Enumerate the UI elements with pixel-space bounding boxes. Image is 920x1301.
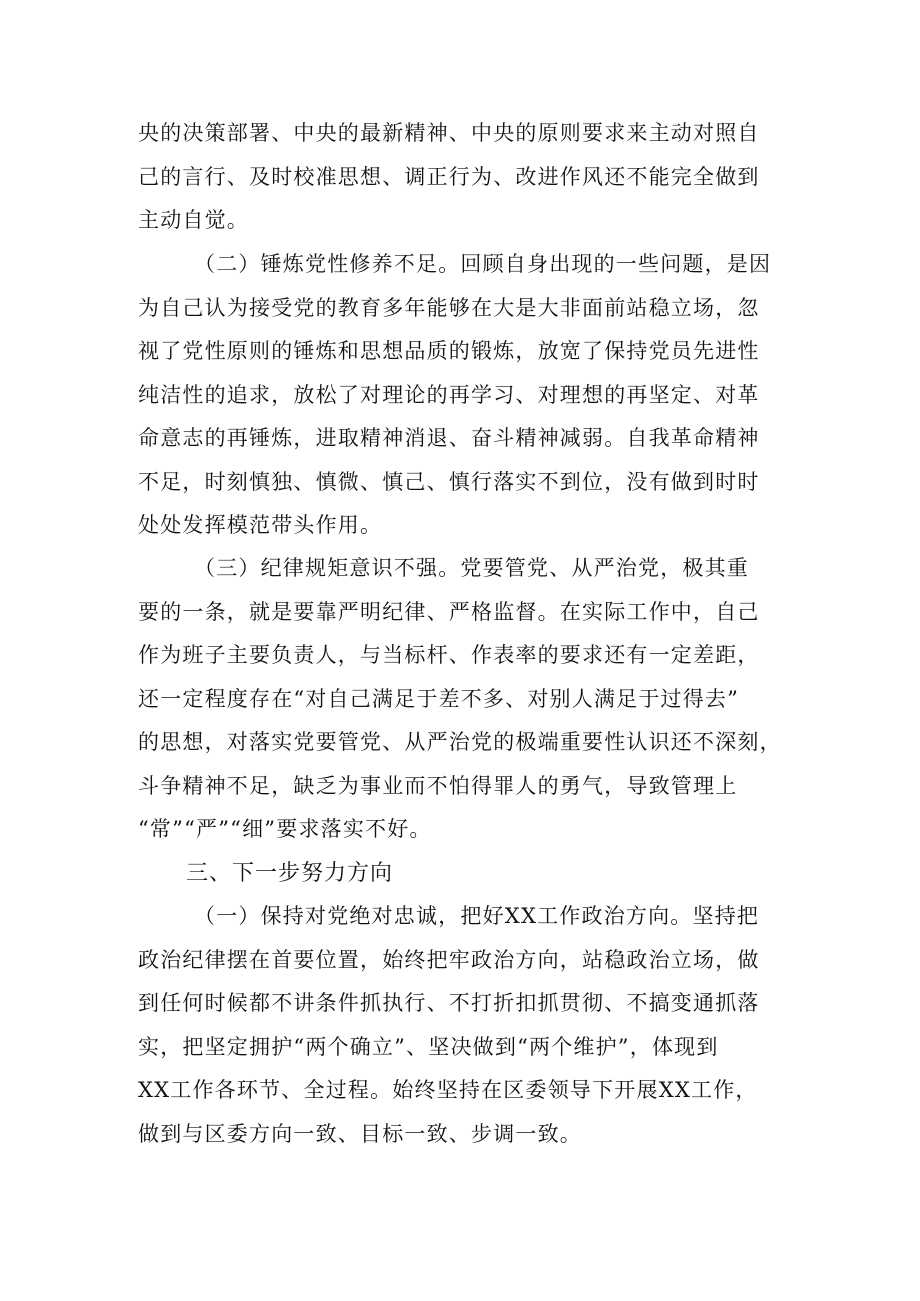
- paragraph-line: （一）保持对党绝对忠诚，把好XX工作政治方向。坚持把: [194, 904, 760, 928]
- paragraph-line: 到任何时候都不讲条件抓执行、不打折扣抓贯彻、不搞变通抓落: [138, 991, 760, 1015]
- paragraph-line: （三）纪律规矩意识不强。党要管党、从严治党，极其重: [194, 556, 749, 580]
- paragraph-line: XX工作各环节、全过程。始终坚持在区委领导下开展XX工作，: [138, 1078, 758, 1102]
- paragraph-line: 央的决策部署、中央的最新精神、中央的原则要求来主动对照自: [138, 121, 760, 145]
- paragraph-line: 主动自觉。: [138, 208, 249, 232]
- paragraph-line: 命意志的再锤炼，进取精神消退、奋斗精神减弱。自我革命精神: [138, 426, 760, 450]
- paragraph-line: 要的一条，就是要靠严明纪律、严格监督。在实际工作中，自己: [138, 599, 760, 624]
- paragraph-line: 斗争精神不足，缺乏为事业而不怕得罪人的勇气，导致管理上: [138, 773, 738, 798]
- paragraph-line: 的思想，对落实党要管党、从严治党的极端重要性认识还不深刻，: [138, 730, 782, 754]
- paragraph-line: 纯洁性的追求，放松了对理论的再学习、对理想的再坚定、对革: [138, 382, 760, 407]
- paragraph-line: 作为班子主要负责人，与当标杆、作表率的要求还有一定差距，: [138, 643, 760, 667]
- paragraph-line: 为自己认为接受党的教育多年能够在大是大非面前站稳立场，忽: [138, 295, 760, 320]
- paragraph-line: 实，把坚定拥护“两个确立”、坚决做到“两个维护”，体现到: [138, 1034, 719, 1059]
- paragraph-discipline: [138, 547, 786, 852]
- paragraph-line: 做到与区委方向一致、目标一致、步调一致。: [138, 1121, 582, 1146]
- paragraph-party-spirit: [138, 243, 786, 548]
- paragraph-line: 还一定程度存在“对自己满足于差不多、对别人满足于过得去”: [138, 686, 740, 711]
- paragraph-line: 政治纪律摆在首要位置，始终把牢政治方向，站稳政治立场，做: [138, 947, 760, 972]
- paragraph-intro-tail: [138, 112, 786, 243]
- paragraph-line: 处处发挥模范带头作用。: [138, 513, 383, 537]
- paragraph-line: 己的言行、及时校准思想、调正行为、改进作风还不能完全做到: [138, 164, 760, 189]
- section-heading: 三、下一步努力方向: [186, 861, 394, 886]
- paragraph-line: “常”“严”“细”要求落实不好。: [138, 817, 432, 841]
- paragraph-loyalty: [138, 895, 786, 1156]
- paragraph-line: （二）锤炼党性修养不足。回顾自身出现的一些问题，是因: [194, 252, 772, 276]
- paragraph-line: 视了党性原则的锤炼和思想品质的锻炼，放宽了保持党员先进性: [138, 339, 760, 363]
- paragraph-line: 不足，时刻慎独、慎微、慎己、慎行落实不到位，没有做到时时: [138, 469, 760, 494]
